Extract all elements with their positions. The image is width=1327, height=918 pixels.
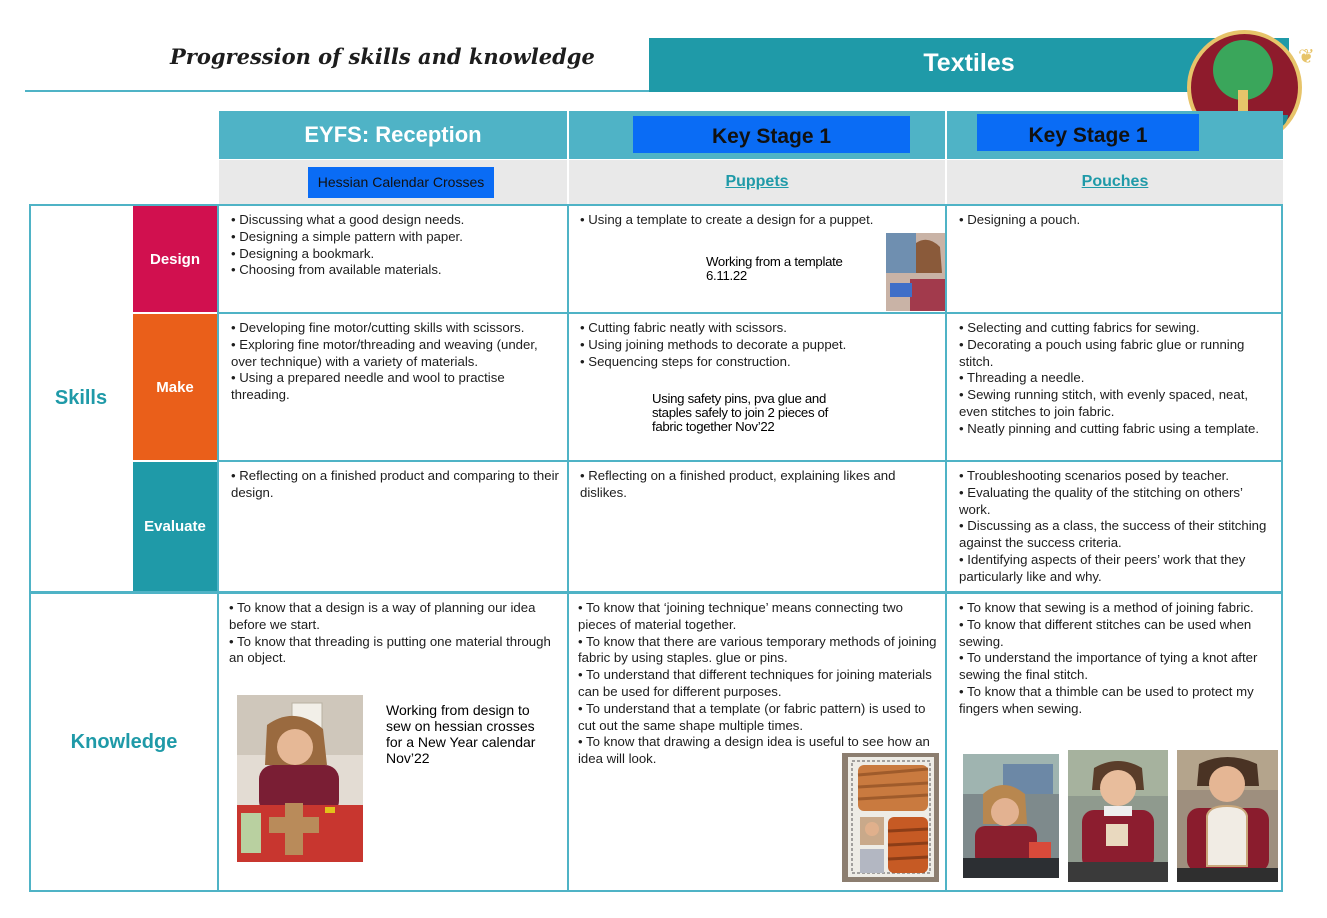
bird-icon: ❦ [1298, 46, 1315, 68]
title-underline [25, 90, 650, 92]
section-label-knowledge: Knowledge [70, 730, 178, 753]
column-heading-eyfs: EYFS: Reception [219, 111, 567, 159]
cell-evaluate-eyfs: • Reflecting on a finished product and comparing to their design. [231, 468, 559, 500]
row-label-design: Design [133, 206, 217, 312]
cell-make-eyfs: • Developing fine motor/cutting skills with scissors. • Exploring fine motor/threading and weaving (under, over technique) with a variety of materials. • Using a prepared needle and wool to practise threading. [231, 320, 538, 403]
cell-design-eyfs: • Discussing what a good design needs. • Designing a simple pattern with paper. • Designing a bookmark. • Choosing from available materials. [231, 212, 465, 278]
photo-image [1068, 750, 1168, 882]
subheading-puppets [569, 160, 945, 204]
column-heading-ks1-puppets [569, 111, 945, 159]
photo-caption-joining: Using safety pins, pva glue and staples safely to join 2 pieces of fabric together Nov’22 [652, 391, 828, 434]
photo-child-template [886, 233, 945, 311]
subheading-pouches [947, 160, 1283, 204]
project-link-pouches[interactable]: Pouches [1081, 173, 1149, 190]
project-title-hessian: Hessian Calendar Crosses [308, 167, 494, 198]
photo-child-sewing-3 [1177, 750, 1278, 882]
photo-child-sewing-2 [1068, 750, 1168, 882]
project-link-puppets[interactable]: Puppets [725, 173, 789, 190]
subject-banner: Textiles [649, 38, 1289, 92]
row-label-evaluate: Evaluate [133, 462, 217, 591]
grid-line [1281, 204, 1283, 892]
photo-image [237, 695, 363, 862]
column-heading-ks1-pouches [947, 111, 1283, 159]
photo-caption-hessian: Working from design to sew on hessian crosses for a New Year calendar Nov’22 [386, 702, 536, 766]
grid-line [567, 204, 569, 892]
photo-image [1177, 750, 1278, 882]
ks1-label: Key Stage 1 [977, 114, 1199, 151]
cell-knowledge-puppets: • To know that ‘joining technique’ means connecting two pieces of material together. • To know that there are various temporary methods of joining fabric by using staples. glue or pins. • To understand that different techniques for joining materials can be used for different purposes. • To understand that a template (or fabric pattern) is used to cut out the same shape multiple times. • To know that drawing a design idea is useful to see how an idea will look. [578, 600, 937, 767]
photo-image [963, 754, 1059, 878]
grid-line [217, 460, 1283, 462]
cell-make-pouches: • Selecting and cutting fabrics for sewing. • Decorating a pouch using fabric glue or running stitch. • Threading a needle. • Sewing running stitch, with evenly spaced, neat, even stitches to join fabric. • Neatly pinning and cutting fabric using a template. [959, 320, 1260, 436]
photo-child-sewing-1 [963, 754, 1059, 878]
photo-image [886, 233, 945, 311]
ks1-label: Key Stage 1 [633, 116, 910, 153]
row-label-make: Make [133, 314, 217, 460]
grid-line [217, 312, 1283, 314]
cell-make-puppets: • Cutting fabric neatly with scissors. • Using joining methods to decorate a puppet. • Sequencing steps for construction. [580, 320, 847, 369]
photo-caption-template: Working from a template 6.11.22 [706, 254, 843, 283]
grid-line [217, 204, 219, 892]
photo-puppet-template [842, 753, 939, 882]
document-title: Progression of skills and knowledge [170, 44, 595, 69]
cell-design-puppets: • Using a template to create a design for a puppet. [580, 212, 874, 227]
cell-knowledge-eyfs: • To know that a design is a way of planning our idea before we start. • To know that threading is putting one material through an object. [229, 600, 551, 666]
cell-design-pouches: • Designing a pouch. [959, 212, 1081, 227]
photo-image [842, 753, 939, 882]
cell-evaluate-pouches: • Troubleshooting scenarios posed by teacher. • Evaluating the quality of the stitching on others’ work. • Discussing as a class, the success of their stitching against the success criteria. • Identifying aspects of their peers’ work that they particularly like and why. [959, 468, 1267, 584]
photo-child-hessian-cross [237, 695, 363, 862]
cell-knowledge-pouches: • To know that sewing is a method of joining fabric. • To know that different stitches can be used when sewing. • To understand the importance of tying a knot after sewing the final stitch. • To know that a thimble can be used to protect my fingers when sewing. [959, 600, 1258, 716]
grid-line [945, 204, 947, 892]
cell-evaluate-puppets: • Reflecting on a finished product, explaining likes and dislikes. [580, 468, 896, 500]
section-label-skills: Skills [54, 387, 108, 409]
